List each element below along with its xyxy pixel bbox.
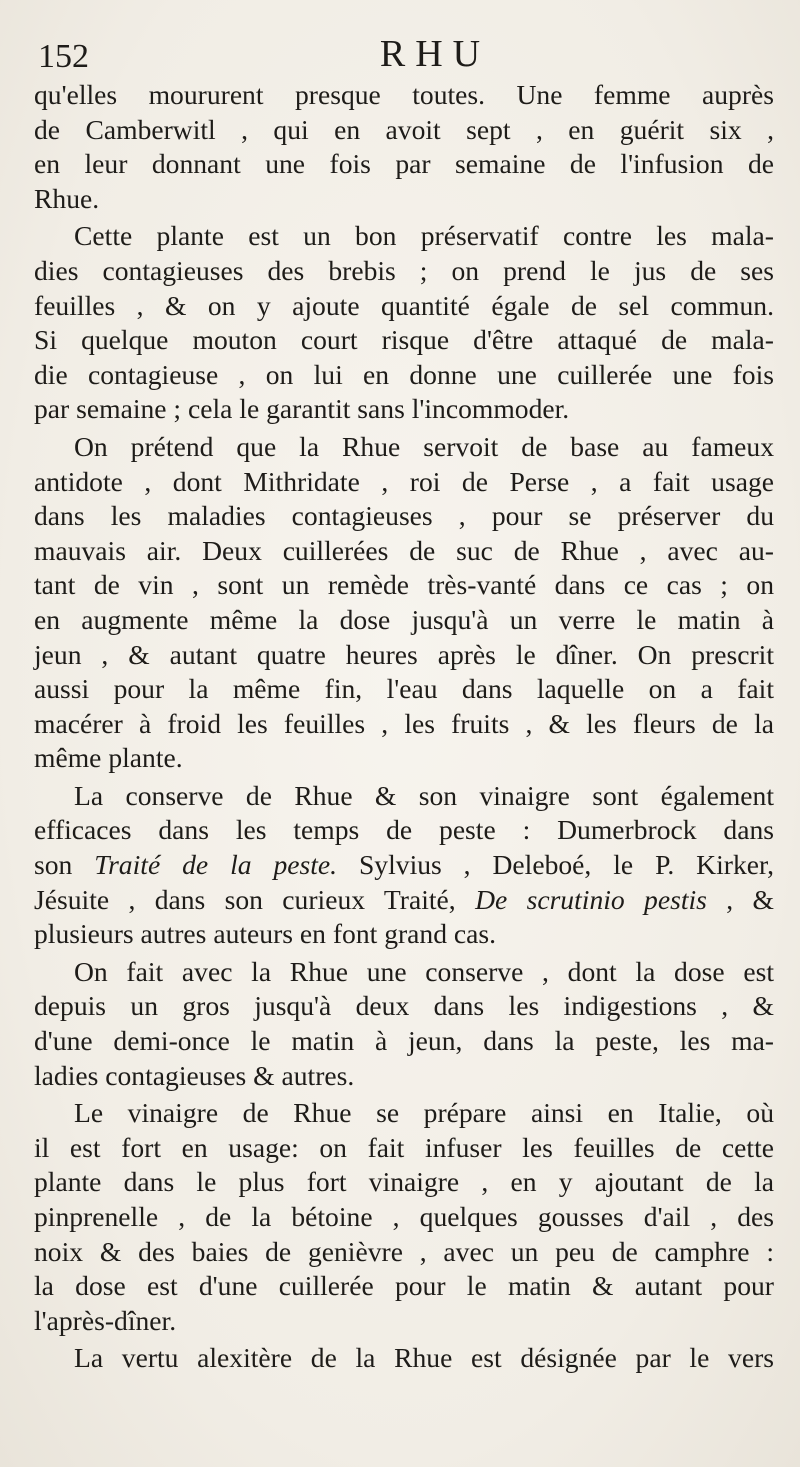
text-line: efficaces dans les temps de peste : Dumerbrock dans bbox=[34, 814, 774, 846]
paragraph bbox=[34, 1341, 774, 1376]
text-line: jeun , & autant quatre heures après le dîner. On prescrit bbox=[34, 638, 774, 670]
text-line: pinprenelle , de la bétoine , quelques gousses d'ail , des bbox=[34, 1201, 774, 1232]
text-line: même plante. bbox=[34, 742, 183, 774]
text-line: mauvais air. Deux cuillerées de suc de Rhue , avec au- bbox=[34, 534, 774, 566]
text-line: depuis un gros jusqu'à deux dans les indigestions , & bbox=[34, 990, 774, 1022]
text-line: plante dans le plus fort vinaigre , en y ajoutant de la bbox=[34, 1166, 774, 1198]
text-line bbox=[34, 883, 774, 918]
book-title: Traité de la peste. bbox=[94, 849, 338, 881]
page-number: 152 bbox=[38, 38, 89, 75]
text-line: On fait avec la Rhue une conserve , dont la dose est bbox=[74, 955, 774, 987]
text-line: Le vinaigre de Rhue se prépare ainsi en Italie, où bbox=[74, 1097, 774, 1129]
text-line: feuilles , & on y ajoute quantité égale de sel commun. bbox=[34, 289, 774, 321]
text-line: antidote , dont Mithridate , roi de Perse , a fait usage bbox=[34, 465, 774, 497]
page-header bbox=[30, 28, 780, 76]
text-line: La conserve de Rhue & son vinaigre sont également bbox=[74, 779, 774, 811]
text-line bbox=[34, 848, 774, 883]
paragraph bbox=[34, 430, 774, 776]
paragraph bbox=[34, 779, 774, 952]
paragraph bbox=[34, 1096, 774, 1338]
text-line: macérer à froid les feuilles , les fruits , & les fleurs de la bbox=[34, 707, 774, 739]
text-run: son bbox=[34, 849, 95, 881]
running-head: RHU bbox=[379, 33, 491, 75]
body-text bbox=[34, 78, 774, 1376]
text-line: ladies contagieuses & autres. bbox=[34, 1059, 355, 1091]
text-line: tant de vin , sont un remède très-vanté dans ce cas ; on bbox=[34, 569, 774, 601]
text-line: par semaine ; cela le garantit sans l'incommoder. bbox=[34, 393, 570, 425]
text-run: , & bbox=[706, 883, 774, 915]
text-line: l'après-dîner. bbox=[34, 1304, 177, 1336]
text-run: Jésuite , dans son curieux Traité, bbox=[34, 883, 476, 915]
text-line: die contagieuse , on lui en donne une cuillerée une fois bbox=[34, 358, 774, 390]
text-line: la dose est d'une cuillerée pour le matin & autant pour bbox=[34, 1270, 774, 1302]
paragraph bbox=[34, 219, 774, 427]
text-run: Sylvius , Deleboé, le P. Kirker, bbox=[337, 849, 774, 881]
text-line: La vertu alexitère de la Rhue est désignée par le vers bbox=[74, 1342, 774, 1374]
text-line: en augmente même la dose jusqu'à un verre le matin à bbox=[34, 603, 774, 635]
text-line: de Camberwitl , qui en avoit sept , en guérit six , bbox=[34, 113, 774, 145]
text-line: d'une demi-once le matin à jeun, dans la peste, les ma- bbox=[34, 1025, 774, 1057]
text-line: aussi pour la même fin, l'eau dans laquelle on a fait bbox=[34, 673, 774, 705]
text-line: il est fort en usage: on fait infuser les feuilles de cette bbox=[34, 1131, 774, 1163]
text-line: dans les maladies contagieuses , pour se préserver du bbox=[34, 500, 774, 532]
text-line: dies contagieuses des brebis ; on prend le jus de ses bbox=[34, 254, 774, 286]
paragraph bbox=[34, 78, 774, 216]
text-line: Rhue. bbox=[34, 182, 100, 214]
text-line: Cette plante est un bon préservatif contre les mala- bbox=[74, 220, 774, 252]
text-line: Si quelque mouton court risque d'être attaqué de mala- bbox=[34, 324, 774, 356]
book-title: De scrutinio pestis bbox=[475, 883, 707, 915]
text-line: On prétend que la Rhue servoit de base au fameux bbox=[74, 430, 774, 462]
text-line: qu'elles moururent presque toutes. Une femme auprès bbox=[34, 79, 774, 110]
text-line: plusieurs autres auteurs en font grand cas. bbox=[34, 918, 497, 950]
text-line: en leur donnant une fois par semaine de l'infusion de bbox=[34, 148, 774, 180]
text-line: noix & des baies de genièvre , avec un peu de camphre : bbox=[34, 1235, 774, 1267]
paragraph bbox=[34, 955, 774, 1093]
